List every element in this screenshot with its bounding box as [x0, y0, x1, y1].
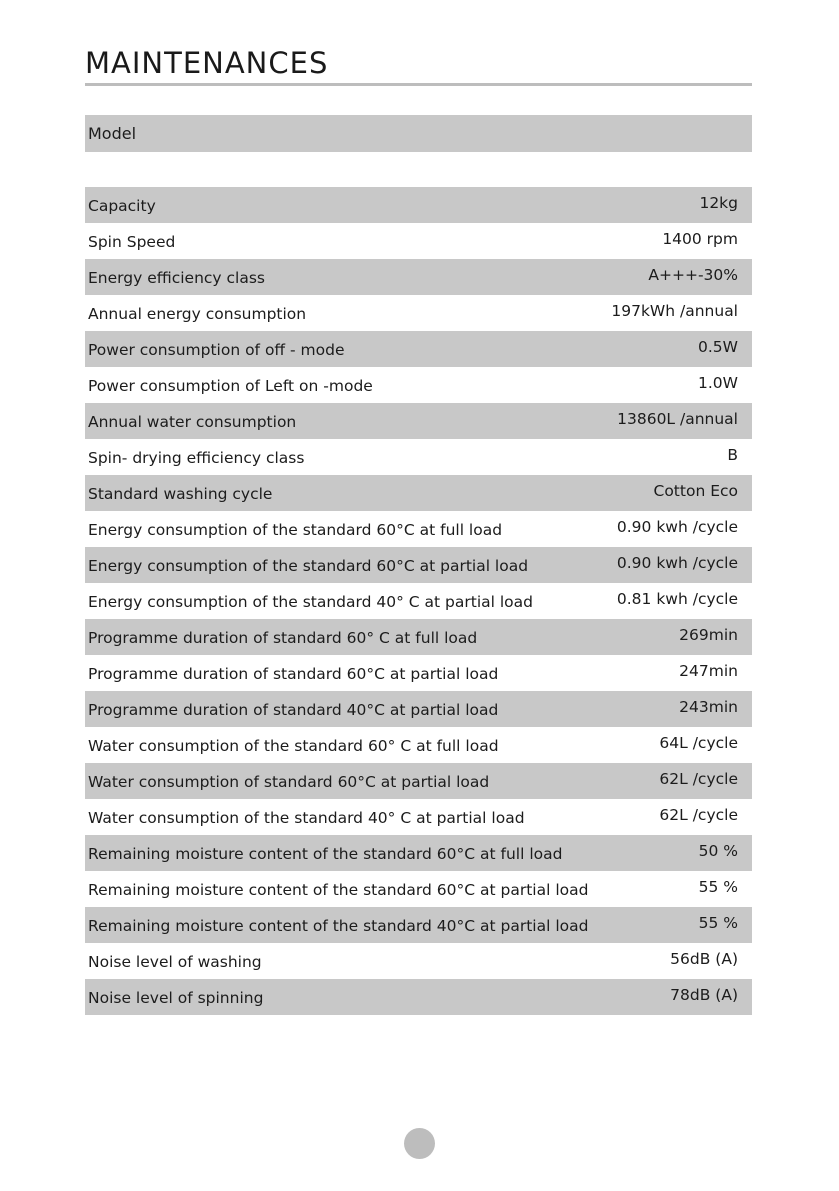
spec-label: Energy efficiency class: [88, 269, 266, 287]
spec-label: Programme duration of standard 60° C at full load: [88, 629, 478, 647]
spec-label: Water consumption of the standard 40° C at partial load: [88, 809, 525, 827]
spec-label: Annual water consumption: [88, 413, 297, 431]
spec-value: B: [727, 446, 738, 464]
spec-value: 1400 rpm: [662, 230, 738, 248]
spec-value: 0.90 kwh /cycle: [616, 518, 738, 536]
spec-table: [85, 187, 752, 1015]
spec-label: Annual energy consumption: [88, 305, 307, 323]
spec-row-water-60-partial: [85, 763, 752, 799]
spec-row-capacity: [85, 187, 752, 223]
spec-row-moisture-60-partial: [85, 871, 752, 907]
spec-value: 50 %: [698, 842, 738, 860]
spec-value: 13860L /annual: [617, 410, 738, 428]
spec-label: Water consumption of the standard 60° C at full load: [88, 737, 499, 755]
spec-value: 78dB (A): [670, 986, 738, 1004]
spec-label: Noise level of washing: [88, 953, 262, 971]
spec-value: 62L /cycle: [659, 806, 738, 824]
spec-row-energy-class: [85, 259, 752, 295]
spec-label: Water consumption of standard 60°C at partial load: [88, 773, 490, 791]
spec-label: Spin- drying efficiency class: [88, 449, 305, 467]
spec-value: 0.81 kwh /cycle: [616, 590, 738, 608]
spec-label: Energy consumption of the standard 60°C at partial load: [88, 557, 529, 575]
spec-row-left-on-power: [85, 367, 752, 403]
spec-row-duration-40-partial: [85, 691, 752, 727]
spec-value: 55 %: [698, 914, 738, 932]
model-row: [85, 115, 752, 152]
spec-value: 56dB (A): [670, 950, 738, 968]
spec-value: 62L /cycle: [659, 770, 738, 788]
spec-value: 1.0W: [698, 374, 738, 392]
spec-label: Noise level of spinning: [88, 989, 264, 1007]
spec-row-energy-60-partial: [85, 547, 752, 583]
spec-row-standard-cycle: [85, 475, 752, 511]
spec-label: Power consumption of off - mode: [88, 341, 345, 359]
spec-row-energy-40-partial: [85, 583, 752, 619]
spec-row-annual-energy: [85, 295, 752, 331]
spec-value: Cotton Eco: [653, 482, 738, 500]
spec-value: 0.5W: [698, 338, 738, 356]
spec-row-water-40-partial: [85, 799, 752, 835]
page-title: MAINTENANCES: [85, 46, 329, 80]
spec-label: Power consumption of Left on -mode: [88, 377, 373, 395]
spec-row-energy-60-full: [85, 511, 752, 547]
spec-label: Remaining moisture content of the standard 40°C at partial load: [88, 917, 589, 935]
spec-value: 243min: [679, 698, 738, 716]
spec-value: 64L /cycle: [659, 734, 738, 752]
spec-value: A+++-30%: [648, 266, 738, 284]
spec-value: 247min: [679, 662, 738, 680]
spec-row-annual-water: [85, 403, 752, 439]
spec-label: Energy consumption of the standard 60°C at full load: [88, 521, 503, 539]
spec-row-noise-spinning: [85, 979, 752, 1015]
spec-label: Programme duration of standard 60°C at partial load: [88, 665, 499, 683]
title-divider: [85, 83, 752, 86]
spec-row-moisture-60-full: [85, 835, 752, 871]
spec-row-off-mode-power: [85, 331, 752, 367]
spec-row-noise-washing: [85, 943, 752, 979]
spec-row-duration-60-full: [85, 619, 752, 655]
spec-label: Standard washing cycle: [88, 485, 273, 503]
spec-row-spin-drying-class: [85, 439, 752, 475]
spec-label: Spin Speed: [88, 233, 176, 251]
model-label: Model: [88, 124, 137, 143]
spec-label: Energy consumption of the standard 40° C at partial load: [88, 593, 533, 611]
spec-row-water-60-full: [85, 727, 752, 763]
spec-row-duration-60-partial: [85, 655, 752, 691]
spec-label: Programme duration of standard 40°C at partial load: [88, 701, 499, 719]
spec-label: Capacity: [88, 197, 156, 215]
spec-value: 55 %: [698, 878, 738, 896]
spec-value: 0.90 kwh /cycle: [616, 554, 738, 572]
spec-label: Remaining moisture content of the standard 60°C at full load: [88, 845, 563, 863]
page-number-badge: [404, 1128, 435, 1159]
spec-value: 12kg: [699, 194, 738, 212]
spec-value: 197kWh /annual: [611, 302, 738, 320]
spec-label: Remaining moisture content of the standard 60°C at partial load: [88, 881, 589, 899]
spec-value: 269min: [679, 626, 738, 644]
spec-row-moisture-40-partial: [85, 907, 752, 943]
spec-row-spin-speed: [85, 223, 752, 259]
